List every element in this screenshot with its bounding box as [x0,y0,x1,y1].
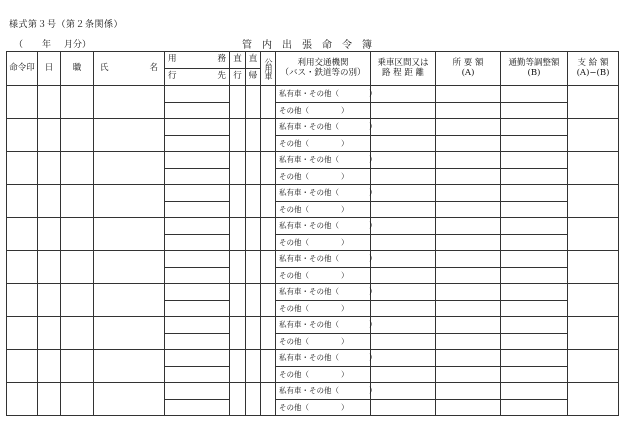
order-seal-cell[interactable] [7,251,38,284]
segment-header [371,52,436,86]
commute-adjust-cell[interactable] [501,86,568,103]
day-cell[interactable] [38,383,61,416]
other-label: その他（ [279,303,309,313]
payment-cell[interactable] [568,119,619,152]
payment-header-line1: 支 給 額 [577,57,609,68]
direct-return-cell[interactable] [246,284,261,317]
required-amount-cell-sub[interactable] [436,168,501,185]
official-car-header-text: 公用車 [264,58,273,79]
purpose-cell[interactable] [165,218,230,235]
name-cell[interactable] [94,185,165,218]
required-amount-header-line1: 所 要 額 [452,57,484,68]
purpose-cell[interactable] [165,284,230,301]
payment-cell[interactable] [568,317,619,350]
other-label: その他（ [279,204,309,214]
day-cell[interactable] [38,251,61,284]
entry-row [7,185,619,202]
commute-adjust-cell[interactable] [501,218,568,235]
private-car-close: ） [369,188,377,198]
official-car-cell[interactable] [261,185,276,218]
direct-return-cell[interactable] [246,317,261,350]
segment-cell[interactable] [371,284,436,301]
name-cell[interactable] [94,383,165,416]
entry-row [7,152,619,169]
commute-adjust-header-line2: (B) [527,67,541,78]
required-amount-cell-sub[interactable] [436,135,501,152]
required-amount-cell[interactable] [436,350,501,367]
other-label: その他（ [279,237,309,247]
official-car-cell[interactable] [261,152,276,185]
required-amount-cell-sub[interactable] [436,234,501,251]
position-header: 職 [61,52,94,86]
entry-row [7,383,619,400]
segment-header-line2: 路 程 距 離 [381,67,425,78]
direct-return-cell[interactable] [246,383,261,416]
official-car-cell[interactable] [261,119,276,152]
segment-cell-sub[interactable] [371,267,436,284]
order-seal-cell[interactable] [7,86,38,119]
commute-adjust-cell-sub[interactable] [501,300,568,317]
private-car-label: 私有車・その他（ [279,221,339,231]
year-label: 年 [42,40,52,50]
commute-adjust-cell[interactable] [501,383,568,400]
segment-cell[interactable] [371,383,436,400]
direct-go-cell[interactable] [230,86,246,119]
purpose-cell[interactable] [165,152,230,169]
purpose-cell[interactable] [165,119,230,136]
name-cell[interactable] [94,317,165,350]
transport-private-car-cell[interactable] [276,86,377,103]
direct-return-cell[interactable] [246,251,261,284]
private-car-close: ） [369,386,377,396]
payment-cell[interactable] [568,152,619,185]
purpose-header-left: 用 [168,54,177,65]
entry-row [7,251,619,268]
position-cell[interactable] [61,251,94,284]
private-car-label: 私有車・その他（ [279,386,339,396]
required-amount-cell-sub[interactable] [436,201,501,218]
commute-adjust-cell-sub[interactable] [501,135,568,152]
order-seal-cell[interactable] [7,218,38,251]
transport-header [276,52,371,86]
commute-adjust-cell-sub[interactable] [501,267,568,284]
day-cell[interactable] [38,284,61,317]
required-amount-cell-sub[interactable] [436,399,501,416]
transport-private-car-cell[interactable] [276,251,377,268]
entry-row [7,119,619,136]
purpose-cell[interactable] [165,251,230,268]
destination-cell[interactable] [165,267,230,284]
segment-cell-sub[interactable] [371,234,436,251]
segment-cell[interactable] [371,218,436,235]
destination-cell[interactable] [165,399,230,416]
transport-other-cell[interactable] [276,234,371,251]
purpose-cell[interactable] [165,383,230,400]
segment-cell[interactable] [371,152,436,169]
commute-adjust-cell[interactable] [501,317,568,334]
payment-cell[interactable] [568,218,619,251]
private-car-close: ） [369,254,377,264]
direct-go-cell[interactable] [230,152,246,185]
required-amount-cell[interactable] [436,284,501,301]
direct-return-cell[interactable] [246,350,261,383]
destination-cell[interactable] [165,366,230,383]
private-car-label: 私有車・その他（ [279,89,339,99]
transport-private-car-cell[interactable] [276,284,377,301]
order-seal-cell[interactable] [7,383,38,416]
segment-cell-sub[interactable] [371,168,436,185]
direct-return-header-top: 直 [246,52,261,69]
segment-cell[interactable] [371,185,436,202]
destination-cell[interactable] [165,333,230,350]
purpose-cell[interactable] [165,350,230,367]
direct-go-cell[interactable] [230,284,246,317]
other-close: ） [341,105,349,115]
position-cell[interactable] [61,86,94,119]
private-car-label: 私有車・その他（ [279,320,339,330]
segment-cell[interactable] [371,251,436,268]
commute-adjust-cell-sub[interactable] [501,201,568,218]
required-amount-cell[interactable] [436,317,501,334]
commute-adjust-cell[interactable] [501,119,568,136]
commute-adjust-cell[interactable] [501,185,568,202]
direct-go-cell[interactable] [230,251,246,284]
payment-header-line2: (A)−(B) [576,67,610,78]
day-cell[interactable] [38,218,61,251]
segment-cell-sub[interactable] [371,333,436,350]
payment-cell[interactable] [568,86,619,119]
required-amount-cell[interactable] [436,86,501,103]
position-cell[interactable] [61,119,94,152]
travel-order-table [6,51,619,416]
segment-cell[interactable] [371,86,436,103]
transport-private-car-cell[interactable] [276,152,377,169]
purpose-cell[interactable] [165,317,230,334]
transport-private-car-cell[interactable] [276,350,377,367]
required-amount-cell[interactable] [436,185,501,202]
destination-cell[interactable] [165,135,230,152]
direct-go-cell[interactable] [230,119,246,152]
required-amount-cell[interactable] [436,383,501,400]
position-cell[interactable] [61,350,94,383]
day-cell[interactable] [38,119,61,152]
private-car-close: ） [369,221,377,231]
direct-go-cell[interactable] [230,317,246,350]
official-car-cell[interactable] [261,218,276,251]
direct-return-cell[interactable] [246,218,261,251]
private-car-close: ） [369,320,377,330]
other-close: ） [341,303,349,313]
required-amount-cell-sub[interactable] [436,333,501,350]
commute-adjust-cell[interactable] [501,350,568,367]
commute-adjust-cell[interactable] [501,152,568,169]
official-car-cell[interactable] [261,284,276,317]
transport-other-cell[interactable] [276,333,371,350]
required-amount-cell-sub[interactable] [436,267,501,284]
commute-adjust-cell[interactable] [501,284,568,301]
segment-cell-sub[interactable] [371,366,436,383]
transport-header-line2: （バス・鉄道等の別） [280,67,366,78]
entry-row [7,317,619,334]
destination-header-left: 行 [168,71,177,82]
required-amount-cell[interactable] [436,152,501,169]
segment-cell[interactable] [371,317,436,334]
commute-adjust-header [501,52,568,86]
purpose-header-right: 務 [217,54,226,65]
day-cell[interactable] [38,152,61,185]
official-car-cell[interactable] [261,383,276,416]
required-amount-header [436,52,501,86]
private-car-close: ） [369,122,377,132]
private-car-close: ） [369,353,377,363]
official-car-header [261,52,276,86]
private-car-close: ） [369,155,377,165]
transport-other-cell[interactable] [276,201,371,218]
payment-cell[interactable] [568,284,619,317]
name-cell[interactable] [94,284,165,317]
segment-cell-sub[interactable] [371,399,436,416]
private-car-label: 私有車・その他（ [279,353,339,363]
order-seal-cell[interactable] [7,185,38,218]
order-rows [7,86,619,416]
destination-cell[interactable] [165,300,230,317]
name-cell[interactable] [94,152,165,185]
name-cell[interactable] [94,350,165,383]
destination-cell[interactable] [165,234,230,251]
month-label: 月分） [64,40,92,50]
transport-other-cell[interactable] [276,102,371,119]
required-amount-header-line2: (A) [461,67,475,78]
transport-private-car-cell[interactable] [276,185,377,202]
position-cell[interactable] [61,317,94,350]
private-car-close: ） [369,89,377,99]
other-label: その他（ [279,369,309,379]
required-amount-cell-sub[interactable] [436,102,501,119]
direct-go-cell[interactable] [230,383,246,416]
other-label: その他（ [279,270,309,280]
destination-cell[interactable] [165,201,230,218]
transport-private-car-cell[interactable] [276,119,377,136]
commute-adjust-cell-sub[interactable] [501,399,568,416]
register-title: 管 内 出 張 命 令 簿 [242,40,372,51]
private-car-label: 私有車・その他（ [279,188,339,198]
other-label: その他（ [279,402,309,412]
transport-other-cell[interactable] [276,135,371,152]
position-cell[interactable] [61,152,94,185]
transport-private-car-cell[interactable] [276,218,377,235]
order-seal-header: 命令印 [7,52,38,86]
required-amount-cell[interactable] [436,119,501,136]
commute-adjust-cell-sub[interactable] [501,168,568,185]
transport-header-line1: 利用交通機関 [297,57,349,68]
order-seal-cell[interactable] [7,317,38,350]
entry-row [7,218,619,235]
transport-private-car-cell[interactable] [276,383,377,400]
commute-adjust-header-line1: 通勤等調整額 [508,57,560,68]
name-header-left: 氏 [100,62,109,73]
order-seal-cell[interactable] [7,119,38,152]
private-car-label: 私有車・その他（ [279,122,339,132]
other-label: その他（ [279,171,309,181]
transport-private-car-cell[interactable] [276,317,377,334]
official-car-cell[interactable] [261,317,276,350]
transport-other-cell[interactable] [276,366,371,383]
segment-cell-sub[interactable] [371,300,436,317]
required-amount-cell-sub[interactable] [436,300,501,317]
period-open: （ [14,40,24,50]
commute-adjust-cell-sub[interactable] [501,333,568,350]
other-close: ） [341,237,349,247]
day-header: 日 [38,52,61,86]
direct-return-cell[interactable] [246,119,261,152]
destination-header-right: 先 [217,71,226,82]
other-close: ） [341,336,349,346]
transport-other-cell[interactable] [276,399,371,416]
day-cell[interactable] [38,317,61,350]
required-amount-cell[interactable] [436,218,501,235]
commute-adjust-cell[interactable] [501,251,568,268]
purpose-cell[interactable] [165,86,230,103]
other-close: ） [341,402,349,412]
direct-return-cell[interactable] [246,152,261,185]
payment-cell[interactable] [568,185,619,218]
position-cell[interactable] [61,218,94,251]
day-cell[interactable] [38,185,61,218]
other-close: ） [341,138,349,148]
segment-cell-sub[interactable] [371,135,436,152]
other-label: その他（ [279,105,309,115]
order-seal-cell[interactable] [7,152,38,185]
name-cell[interactable] [94,218,165,251]
required-amount-cell-sub[interactable] [436,366,501,383]
direct-go-cell[interactable] [230,218,246,251]
official-car-cell[interactable] [261,251,276,284]
order-seal-cell[interactable] [7,350,38,383]
commute-adjust-cell-sub[interactable] [501,102,568,119]
day-cell[interactable] [38,86,61,119]
direct-go-header-top: 直 [230,52,246,69]
official-car-cell[interactable] [261,350,276,383]
required-amount-cell[interactable] [436,251,501,268]
private-car-label: 私有車・その他（ [279,155,339,165]
direct-go-header-bottom: 行 [230,69,246,86]
form-number: 様式第３号（第２条関係） [9,20,124,30]
segment-cell-sub[interactable] [371,102,436,119]
payment-cell[interactable] [568,350,619,383]
segment-cell[interactable] [371,119,436,136]
name-cell[interactable] [94,251,165,284]
direct-return-header-bottom: 帰 [246,69,261,86]
segment-cell[interactable] [371,350,436,367]
transport-other-cell[interactable] [276,267,371,284]
direct-return-cell[interactable] [246,86,261,119]
day-cell[interactable] [38,350,61,383]
direct-go-cell[interactable] [230,350,246,383]
order-seal-cell[interactable] [7,284,38,317]
transport-other-cell[interactable] [276,300,371,317]
entry-row [7,284,619,301]
name-header-right: 名 [149,62,158,73]
commute-adjust-cell-sub[interactable] [501,366,568,383]
destination-header [165,69,230,86]
entry-row [7,350,619,367]
destination-cell[interactable] [165,102,230,119]
private-car-label: 私有車・その他（ [279,287,339,297]
payment-cell[interactable] [568,251,619,284]
segment-header-line1: 乗車区間又は [377,57,429,68]
official-car-cell[interactable] [261,86,276,119]
other-label: その他（ [279,336,309,346]
other-close: ） [341,270,349,280]
private-car-close: ） [369,287,377,297]
other-close: ） [341,171,349,181]
name-cell[interactable] [94,86,165,119]
other-close: ） [341,369,349,379]
direct-go-cell[interactable] [230,185,246,218]
name-header [94,52,165,86]
other-label: その他（ [279,138,309,148]
transport-other-cell[interactable] [276,168,371,185]
position-cell[interactable] [61,185,94,218]
payment-header [568,52,619,86]
entry-row [7,86,619,103]
segment-cell-sub[interactable] [371,201,436,218]
position-cell[interactable] [61,383,94,416]
direct-return-cell[interactable] [246,185,261,218]
commute-adjust-cell-sub[interactable] [501,234,568,251]
destination-cell[interactable] [165,168,230,185]
purpose-header [165,52,230,69]
position-cell[interactable] [61,284,94,317]
name-cell[interactable] [94,119,165,152]
purpose-cell[interactable] [165,185,230,202]
private-car-label: 私有車・その他（ [279,254,339,264]
payment-cell[interactable] [568,383,619,416]
other-close: ） [341,204,349,214]
